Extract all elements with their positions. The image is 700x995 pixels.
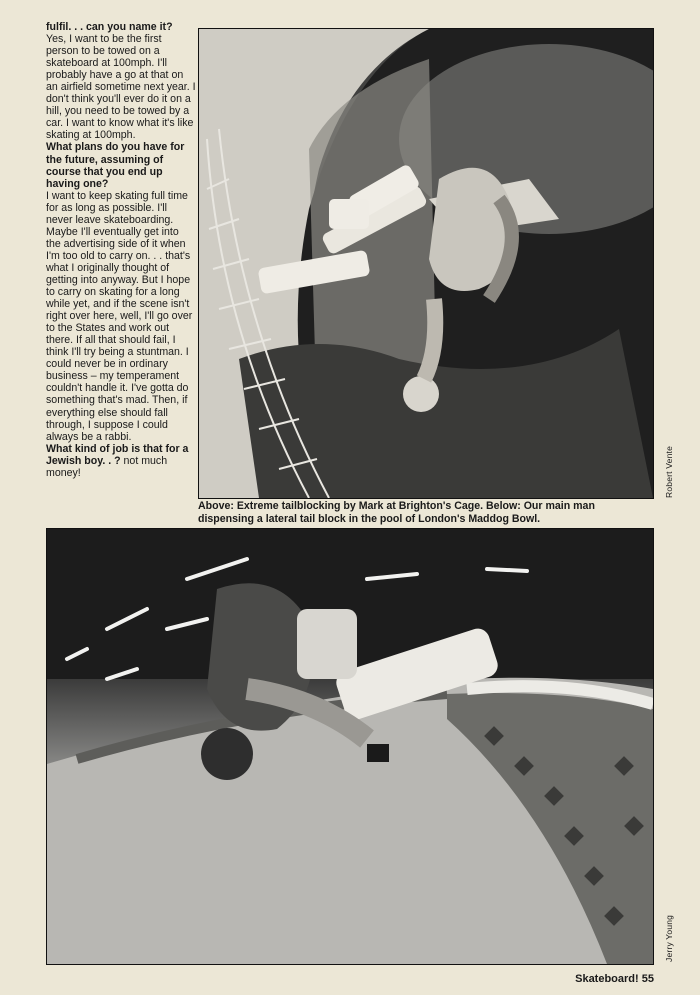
photo-credit-bottom: Jerry Young xyxy=(664,914,674,962)
skater-in-bowl-illustration xyxy=(199,29,653,498)
interview-question: What plans do you have for the future, assuming of course that you end up having one? xyxy=(46,141,185,190)
interview-qa-final xyxy=(46,443,196,479)
photo-caption: Above: Extreme tailblocking by Mark at Brighton's Cage. Below: Our main man dispensing a lateral tail block in the pool of London's Maddog Bowl. xyxy=(198,500,595,525)
page-footer xyxy=(575,973,654,985)
interview-question: What kind of job is that for a Jewish boy. . ? xyxy=(46,442,189,467)
interview-answer: Yes, I want to be the first person to be towed on a skateboard at 100mph. I'll probably have a go at that on an airfield sometime next year. I don't think you'll ever do it on a hill, you need to be towed by a car. I want to know what it's like skating at 100mph. xyxy=(46,33,196,142)
photo-tailblock-brighton-cage xyxy=(198,28,654,499)
article-text-column xyxy=(46,21,196,479)
photo-tailblock-maddog-bowl xyxy=(46,528,654,965)
interview-question: fulfil. . . can you name it? xyxy=(46,21,173,33)
photo-credit-top: Robert Vente xyxy=(664,445,674,498)
magazine-name: Skateboard! xyxy=(575,973,639,985)
interview-answer: I want to keep skating full time for as long as possible. I'll never leave skateboarding. Maybe I'll eventually get into the advertising side of it when I'm too old to carry on. . . that's what I originally thought of getting into anyway. But I hope to carry on skating for a long while yet, and if the scene isn't right over here, well, I'll go over to the States and work out there. If all that should fail, I think I'll try being a stuntman. I could never be in ordinary business – my temperament couldn't handle it. I've gotta do something that's mad. Then, if everything else should fall through, I suppose I could always be a rabbi. xyxy=(46,189,193,443)
pool-skater-illustration xyxy=(47,529,653,964)
page-number: 55 xyxy=(641,973,654,985)
interview-answer: not much money! xyxy=(46,454,168,479)
